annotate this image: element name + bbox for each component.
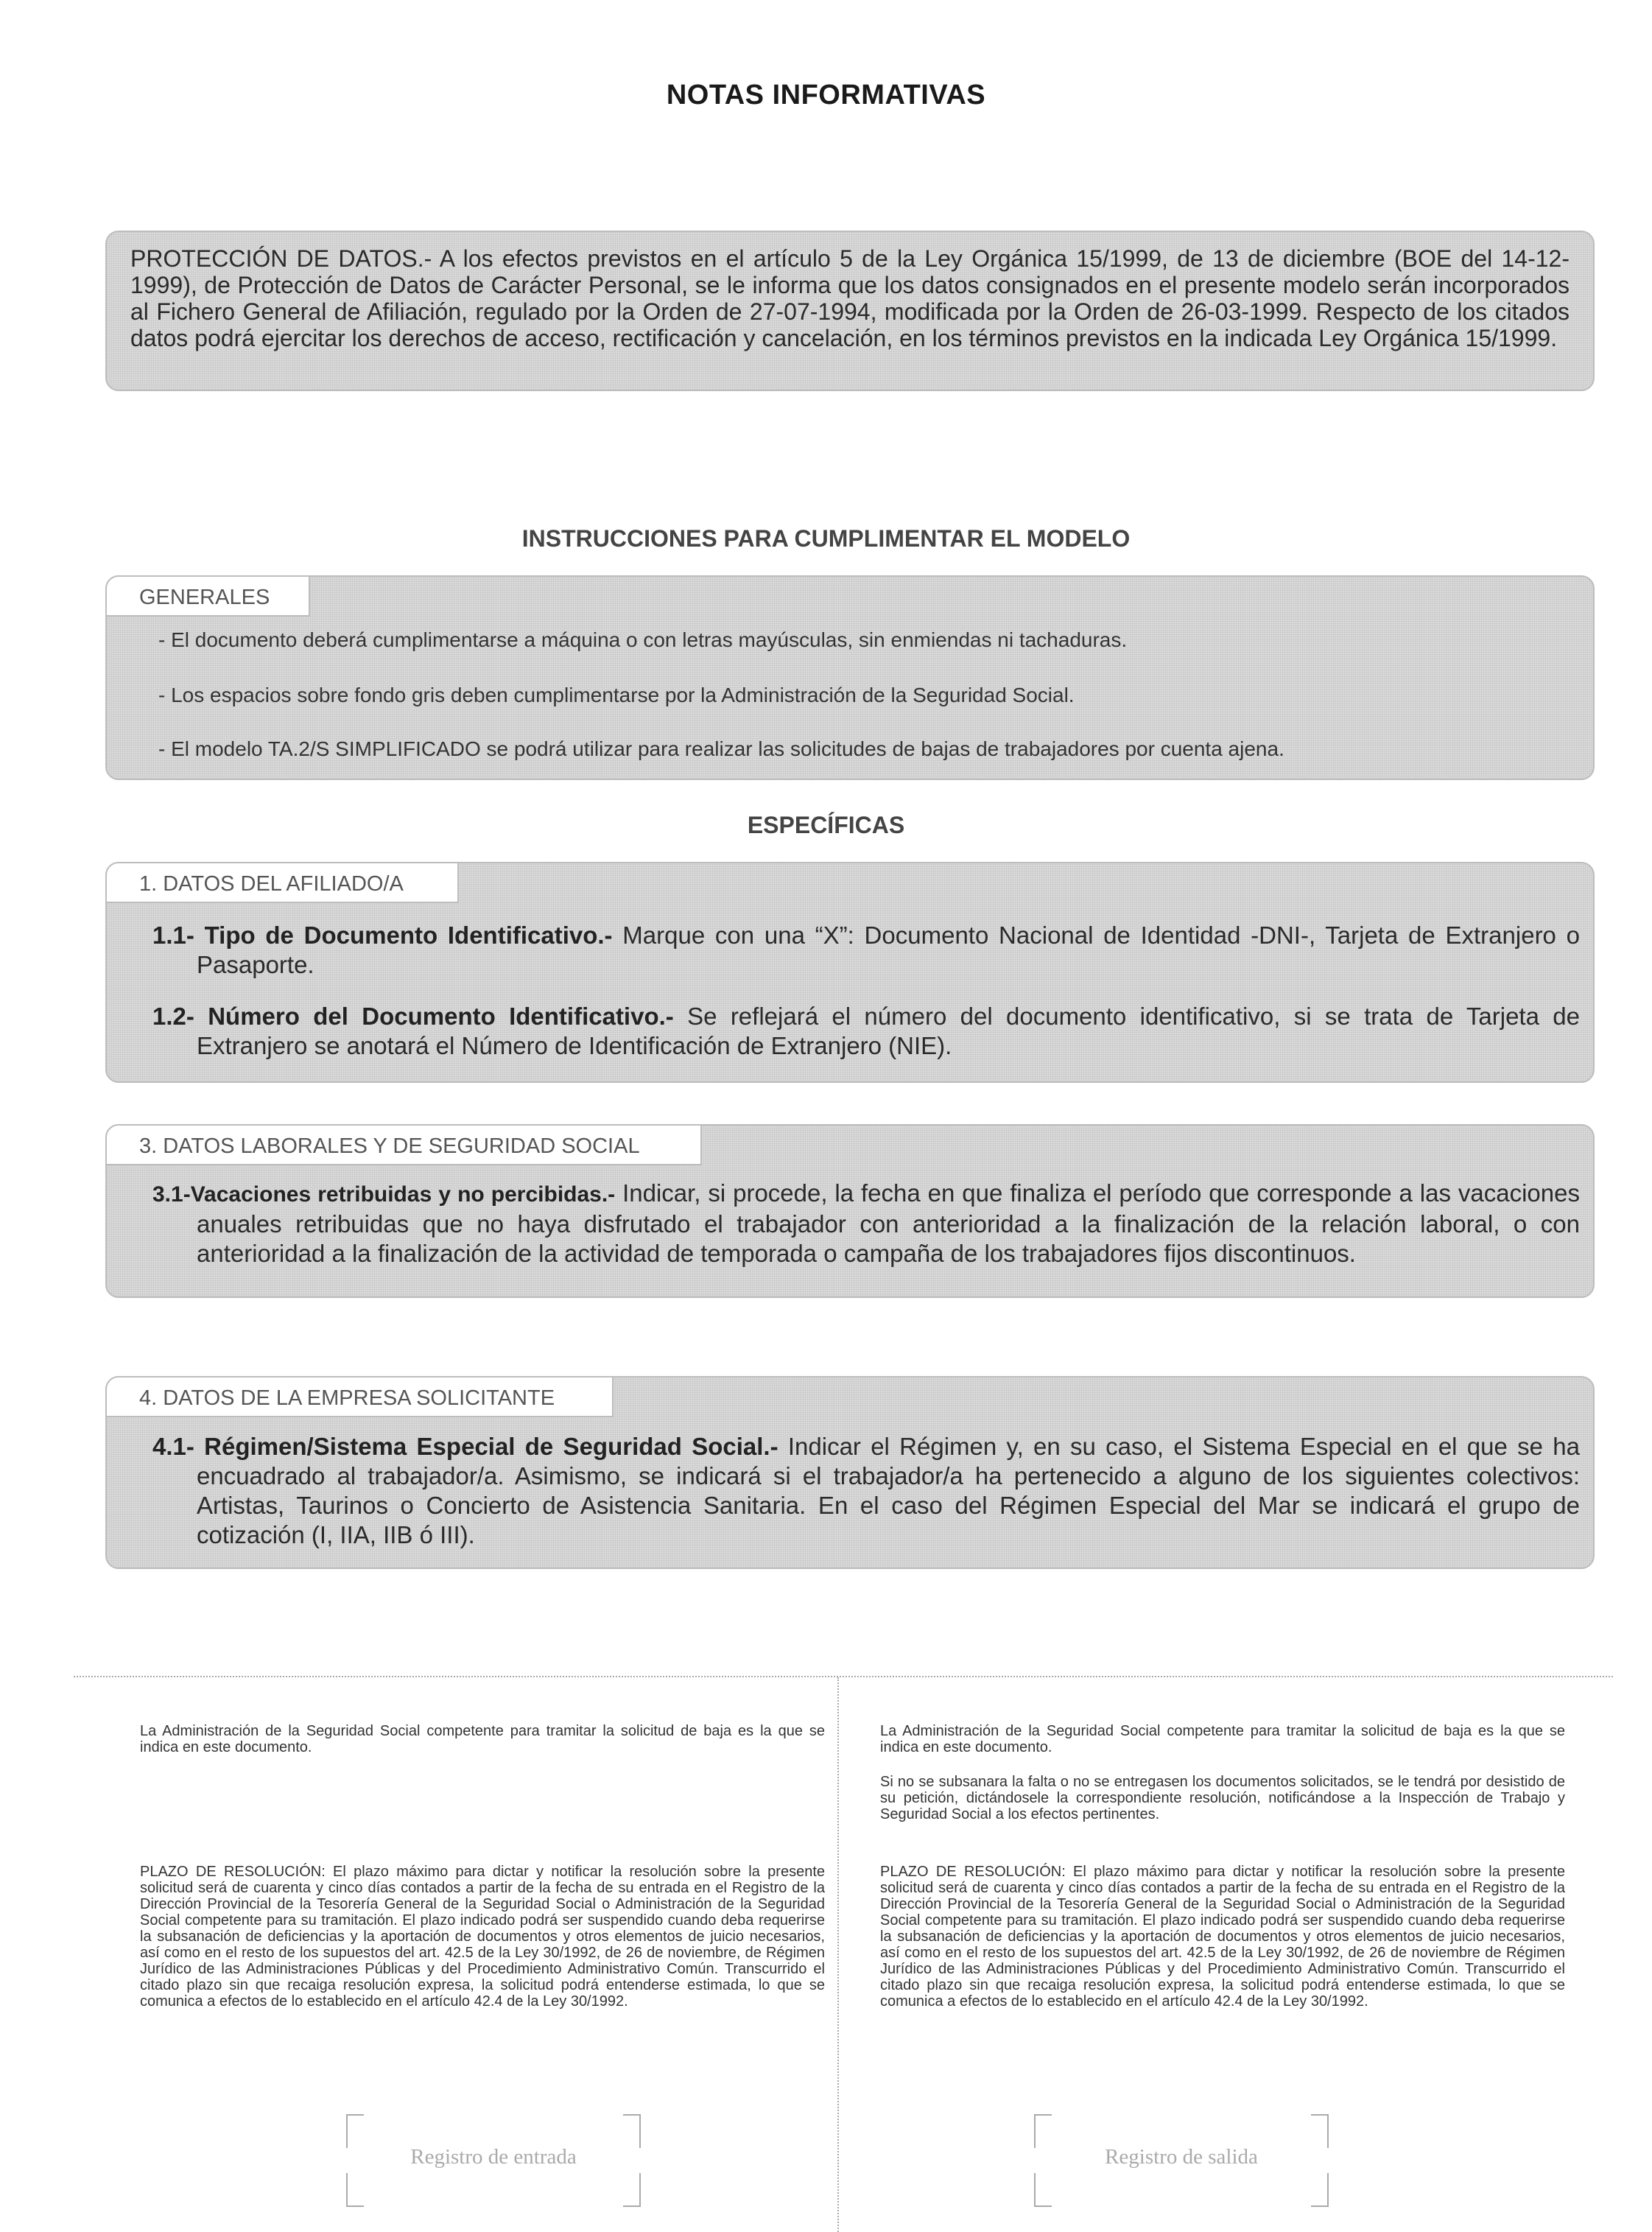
stamp-corner: [623, 2114, 641, 2148]
stamp-registro-salida: [1034, 2114, 1329, 2207]
section-tab: 3. DATOS LABORALES Y DE SEGURIDAD SOCIAL: [105, 1124, 702, 1165]
stamp-corner: [346, 2173, 364, 2207]
item-text: Indicar el Régimen y, en su caso, el Sistema Especial en el que se ha encuadrado al trabajador/a. Asimismo, se indicará si el trabajador/a ha pertenecido a alguno de los siguientes colectivos: Artistas, Taurinos o Concierto de Asistencia Sanitaria. En el caso del Régimen Especial del Mar se indicará el grupo de cotización (I, IIA, IIB ó III).: [197, 1433, 1581, 1548]
stamp-label: Registro de salida: [1105, 2145, 1258, 2169]
item-text: Marque con una “X”: Documento Nacional de Identidad -DNI-, Tarjeta de Extranjero o Pasaporte.: [197, 922, 1580, 978]
generales-tab: GENERALES: [105, 575, 310, 617]
cut-line-vertical: [837, 1677, 839, 2232]
stamp-label: Registro de entrada: [410, 2145, 577, 2169]
section-datos-laborales: [105, 1124, 1595, 1298]
footer-left-plazo: PLAZO DE RESOLUCIÓN: El plazo máximo para dictar y notificar la resolución sobre la presente solicitud será de cuarenta y cinco días contados a partir de la fecha de su entrada en el Registro de la Dirección Provincial de la Tesorería General de la Seguridad Social o Administración de la Seguridad Social competente para su tramitación. El plazo indicado podrá ser suspendido cuando deba requerirse la subsanación de deficiencias y la aportación de documentos y otros elementos de juicio necesarios, así como en el resto de los supuestos del art. 42.5 de la Ley 30/1992, de 26 de noviembre, de Régimen Jurídico de las Administraciones Públicas y del Procedimiento Administrativo Común. Transcurrido el citado plazo sin que recaiga resolución expresa, la solicitud podrá entenderse estimada, lo que se comunica a efectos de lo establecido en el artículo 42.4 de la Ley 30/1992.: [140, 1864, 825, 2010]
item-text: Indicar, si procede, la fecha en que finaliza el período que corresponde a las vacaciones anuales retribuidas que no haya disfrutado el trabajador con anterioridad a la finalización de la relación laboral, o con anterioridad a la finalización de la actividad de temporada o campaña de los trabajadores fijos discontinuos.: [197, 1179, 1580, 1267]
item-heading: 1.2- Número del Documento Identificativo.-: [152, 1003, 674, 1030]
instructions-title: INSTRUCCIONES PARA CUMPLIMENTAR EL MODELO: [521, 525, 1131, 552]
stamp-registro-entrada: [346, 2114, 641, 2207]
item-heading: 1.1- Tipo de Documento Identificativo.-: [152, 922, 613, 949]
stamp-corner: [1034, 2173, 1052, 2207]
item-heading: 3.1-Vacaciones retribuidas y no percibidas.-: [152, 1182, 616, 1207]
stamp-corner: [1311, 2173, 1329, 2207]
footer-left-admin: La Administración de la Seguridad Social competente para tramitar la solicitud de baja es la que se indica en este documento.: [140, 1723, 825, 1755]
page-title: NOTAS INFORMATIVAS: [666, 80, 986, 110]
stamp-corner: [623, 2173, 641, 2207]
generales-item: - El documento deberá cumplimentarse a máquina o con letras mayúsculas, sin enmiendas ni tachaduras.: [158, 628, 1128, 651]
instruction-item: [152, 1002, 1580, 1061]
section-afiliado: [105, 862, 1595, 1083]
footer-right-subsana: Si no se subsanara la falta o no se entregasen los documentos solicitados, se le tendrá por desistido de su petición, dictándosele la correspondiente resolución, notificándose a la Inspección de Trabajo y Seguridad Social a los efectos pertinentes.: [880, 1774, 1565, 1822]
instruction-item: [152, 1179, 1580, 1268]
section-empresa: [105, 1376, 1595, 1569]
footer-right-plazo: PLAZO DE RESOLUCIÓN: El plazo máximo para dictar y notificar la resolución sobre la presente solicitud será de cuarenta y cinco días contados a partir de la fecha de su entrada en el Registro de la Dirección Provincial de la Tesorería General de la Seguridad Social o Administración de la Seguridad Social competente para su tramitación. El plazo indicado podrá ser suspendido cuando deba requerirse la subsanación de deficiencias y la aportación de documentos y otros elementos de juicio necesarios, así como en el resto de los supuestos del art. 42.5 de la Ley 30/1992, de 26 de noviembre de Régimen Jurídico de las Administraciones Públicas y del Procedimiento Administrativo Común. Transcurrido el citado plazo sin que recaiga resolución expresa, la solicitud podrá entenderse estimada, lo que se comunica a efectos de lo establecido en el artículo 42.4 de la Ley 30/1992.: [880, 1864, 1565, 2010]
item-heading: 4.1- Régimen/Sistema Especial de Seguridad Social.-: [152, 1433, 778, 1460]
stamp-corner: [1034, 2114, 1052, 2148]
section-tab: 4. DATOS DE LA EMPRESA SOLICITANTE: [105, 1376, 614, 1417]
stamp-corner: [1311, 2114, 1329, 2148]
data-protection-notice: PROTECCIÓN DE DATOS.- A los efectos previstos en el artículo 5 de la Ley Orgánica 15/1999, de 13 de diciembre (BOE del 14-12-1999), de Protección de Datos de Carácter Personal, se le informa que los datos consignados en el presente modelo serán incorporados al Fichero General de Afiliación, regulado por la Orden de 27-07-1994, modificada por la Orden de 26-03-1999. Respecto de los citados datos podrá ejercitar los derechos de acceso, rectificación y cancelación, en los términos previstos en la indicada Ley Orgánica 15/1999.: [105, 231, 1595, 391]
item-text: Se reflejará el número del documento identificativo, si se trata de Tarjeta de Extranjero se anotará el Número de Identificación de Extranjero (NIE).: [197, 1003, 1581, 1059]
generales-section: [105, 575, 1595, 780]
generales-item: - Los espacios sobre fondo gris deben cumplimentarse por la Administración de la Seguridad Social.: [158, 684, 1075, 706]
instruction-item: [152, 921, 1580, 980]
instruction-item: [152, 1432, 1580, 1550]
stamp-corner: [346, 2114, 364, 2148]
section-tab: 1. DATOS DEL AFILIADO/A: [105, 862, 459, 903]
generales-item: - El modelo TA.2/S SIMPLIFICADO se podrá utilizar para realizar las solicitudes de bajas de trabajadores por cuenta ajena.: [158, 737, 1284, 760]
cut-line-horizontal: [74, 1676, 1613, 1677]
footer-right-admin: La Administración de la Seguridad Social competente para tramitar la solicitud de baja es la que se indica en este documento.: [880, 1723, 1565, 1755]
especificas-title: ESPECÍFICAS: [747, 812, 905, 838]
